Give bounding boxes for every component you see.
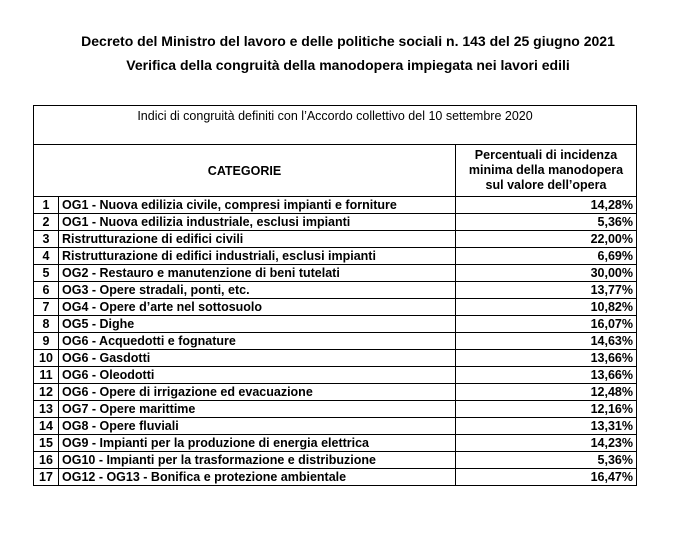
row-number: 11 xyxy=(34,367,59,384)
row-category: OG1 - Nuova edilizia civile, compresi impianti e forniture xyxy=(59,197,456,214)
row-number: 9 xyxy=(34,333,59,350)
table-caption: Indici di congruità definiti con l’Accordo collettivo del 10 settembre 2020 xyxy=(34,106,637,145)
row-percent: 14,28% xyxy=(456,197,637,214)
row-number: 16 xyxy=(34,452,59,469)
row-category: OG2 - Restauro e manutenzione di beni tutelati xyxy=(59,265,456,282)
table-row xyxy=(34,350,637,367)
row-category: OG3 - Opere stradali, ponti, etc. xyxy=(59,282,456,299)
header-percentuali: Percentuali di incidenza minima della manodopera sul valore dell’opera xyxy=(456,145,637,197)
row-number: 13 xyxy=(34,401,59,418)
row-percent: 5,36% xyxy=(456,452,637,469)
row-number: 2 xyxy=(34,214,59,231)
row-percent: 12,48% xyxy=(456,384,637,401)
row-percent: 5,36% xyxy=(456,214,637,231)
document-subtitle: Verifica della congruità della manodopera impiegata nei lavori edili xyxy=(126,57,570,73)
row-percent: 14,63% xyxy=(456,333,637,350)
row-number: 8 xyxy=(34,316,59,333)
row-percent: 6,69% xyxy=(456,248,637,265)
row-category: OG6 - Oleodotti xyxy=(59,367,456,384)
document-title: Decreto del Ministro del lavoro e delle politiche sociali n. 143 del 25 giugno 2021 xyxy=(81,33,615,49)
row-percent: 14,23% xyxy=(456,435,637,452)
table-row xyxy=(34,282,637,299)
row-number: 6 xyxy=(34,282,59,299)
row-percent: 30,00% xyxy=(456,265,637,282)
row-category: OG8 - Opere fluviali xyxy=(59,418,456,435)
row-number: 7 xyxy=(34,299,59,316)
table-row xyxy=(34,333,637,350)
row-number: 1 xyxy=(34,197,59,214)
header-categorie: CATEGORIE xyxy=(34,145,456,197)
row-number: 14 xyxy=(34,418,59,435)
row-percent: 16,47% xyxy=(456,469,637,486)
row-percent: 12,16% xyxy=(456,401,637,418)
table-caption-row xyxy=(34,106,637,145)
table-header-row xyxy=(34,145,637,197)
row-category: OG10 - Impianti per la trasformazione e distribuzione xyxy=(59,452,456,469)
row-number: 12 xyxy=(34,384,59,401)
table-row xyxy=(34,384,637,401)
table-row xyxy=(34,214,637,231)
row-category: OG9 - Impianti per la produzione di energia elettrica xyxy=(59,435,456,452)
row-category: OG6 - Gasdotti xyxy=(59,350,456,367)
table-row xyxy=(34,418,637,435)
row-category: OG6 - Acquedotti e fognature xyxy=(59,333,456,350)
table-row xyxy=(34,265,637,282)
row-percent: 16,07% xyxy=(456,316,637,333)
table-row xyxy=(34,299,637,316)
row-number: 5 xyxy=(34,265,59,282)
table-row xyxy=(34,231,637,248)
row-percent: 10,82% xyxy=(456,299,637,316)
row-category: OG7 - Opere marittime xyxy=(59,401,456,418)
row-number: 17 xyxy=(34,469,59,486)
table-row xyxy=(34,197,637,214)
row-percent: 13,66% xyxy=(456,367,637,384)
row-category: Ristrutturazione di edifici industriali, esclusi impianti xyxy=(59,248,456,265)
congruity-indices-table xyxy=(33,105,637,486)
row-category: OG5 - Dighe xyxy=(59,316,456,333)
table-row xyxy=(34,452,637,469)
row-category: OG4 - Opere d’arte nel sottosuolo xyxy=(59,299,456,316)
table-row xyxy=(34,469,637,486)
row-number: 15 xyxy=(34,435,59,452)
row-number: 4 xyxy=(34,248,59,265)
table-row xyxy=(34,248,637,265)
row-category: Ristrutturazione di edifici civili xyxy=(59,231,456,248)
row-category: OG1 - Nuova edilizia industriale, esclusi impianti xyxy=(59,214,456,231)
row-number: 3 xyxy=(34,231,59,248)
row-percent: 13,66% xyxy=(456,350,637,367)
row-number: 10 xyxy=(34,350,59,367)
row-percent: 13,31% xyxy=(456,418,637,435)
row-category: OG12 - OG13 - Bonifica e protezione ambientale xyxy=(59,469,456,486)
table-row xyxy=(34,316,637,333)
row-percent: 22,00% xyxy=(456,231,637,248)
row-percent: 13,77% xyxy=(456,282,637,299)
row-category: OG6 - Opere di irrigazione ed evacuazione xyxy=(59,384,456,401)
table-row xyxy=(34,435,637,452)
table-row xyxy=(34,401,637,418)
table-row xyxy=(34,367,637,384)
